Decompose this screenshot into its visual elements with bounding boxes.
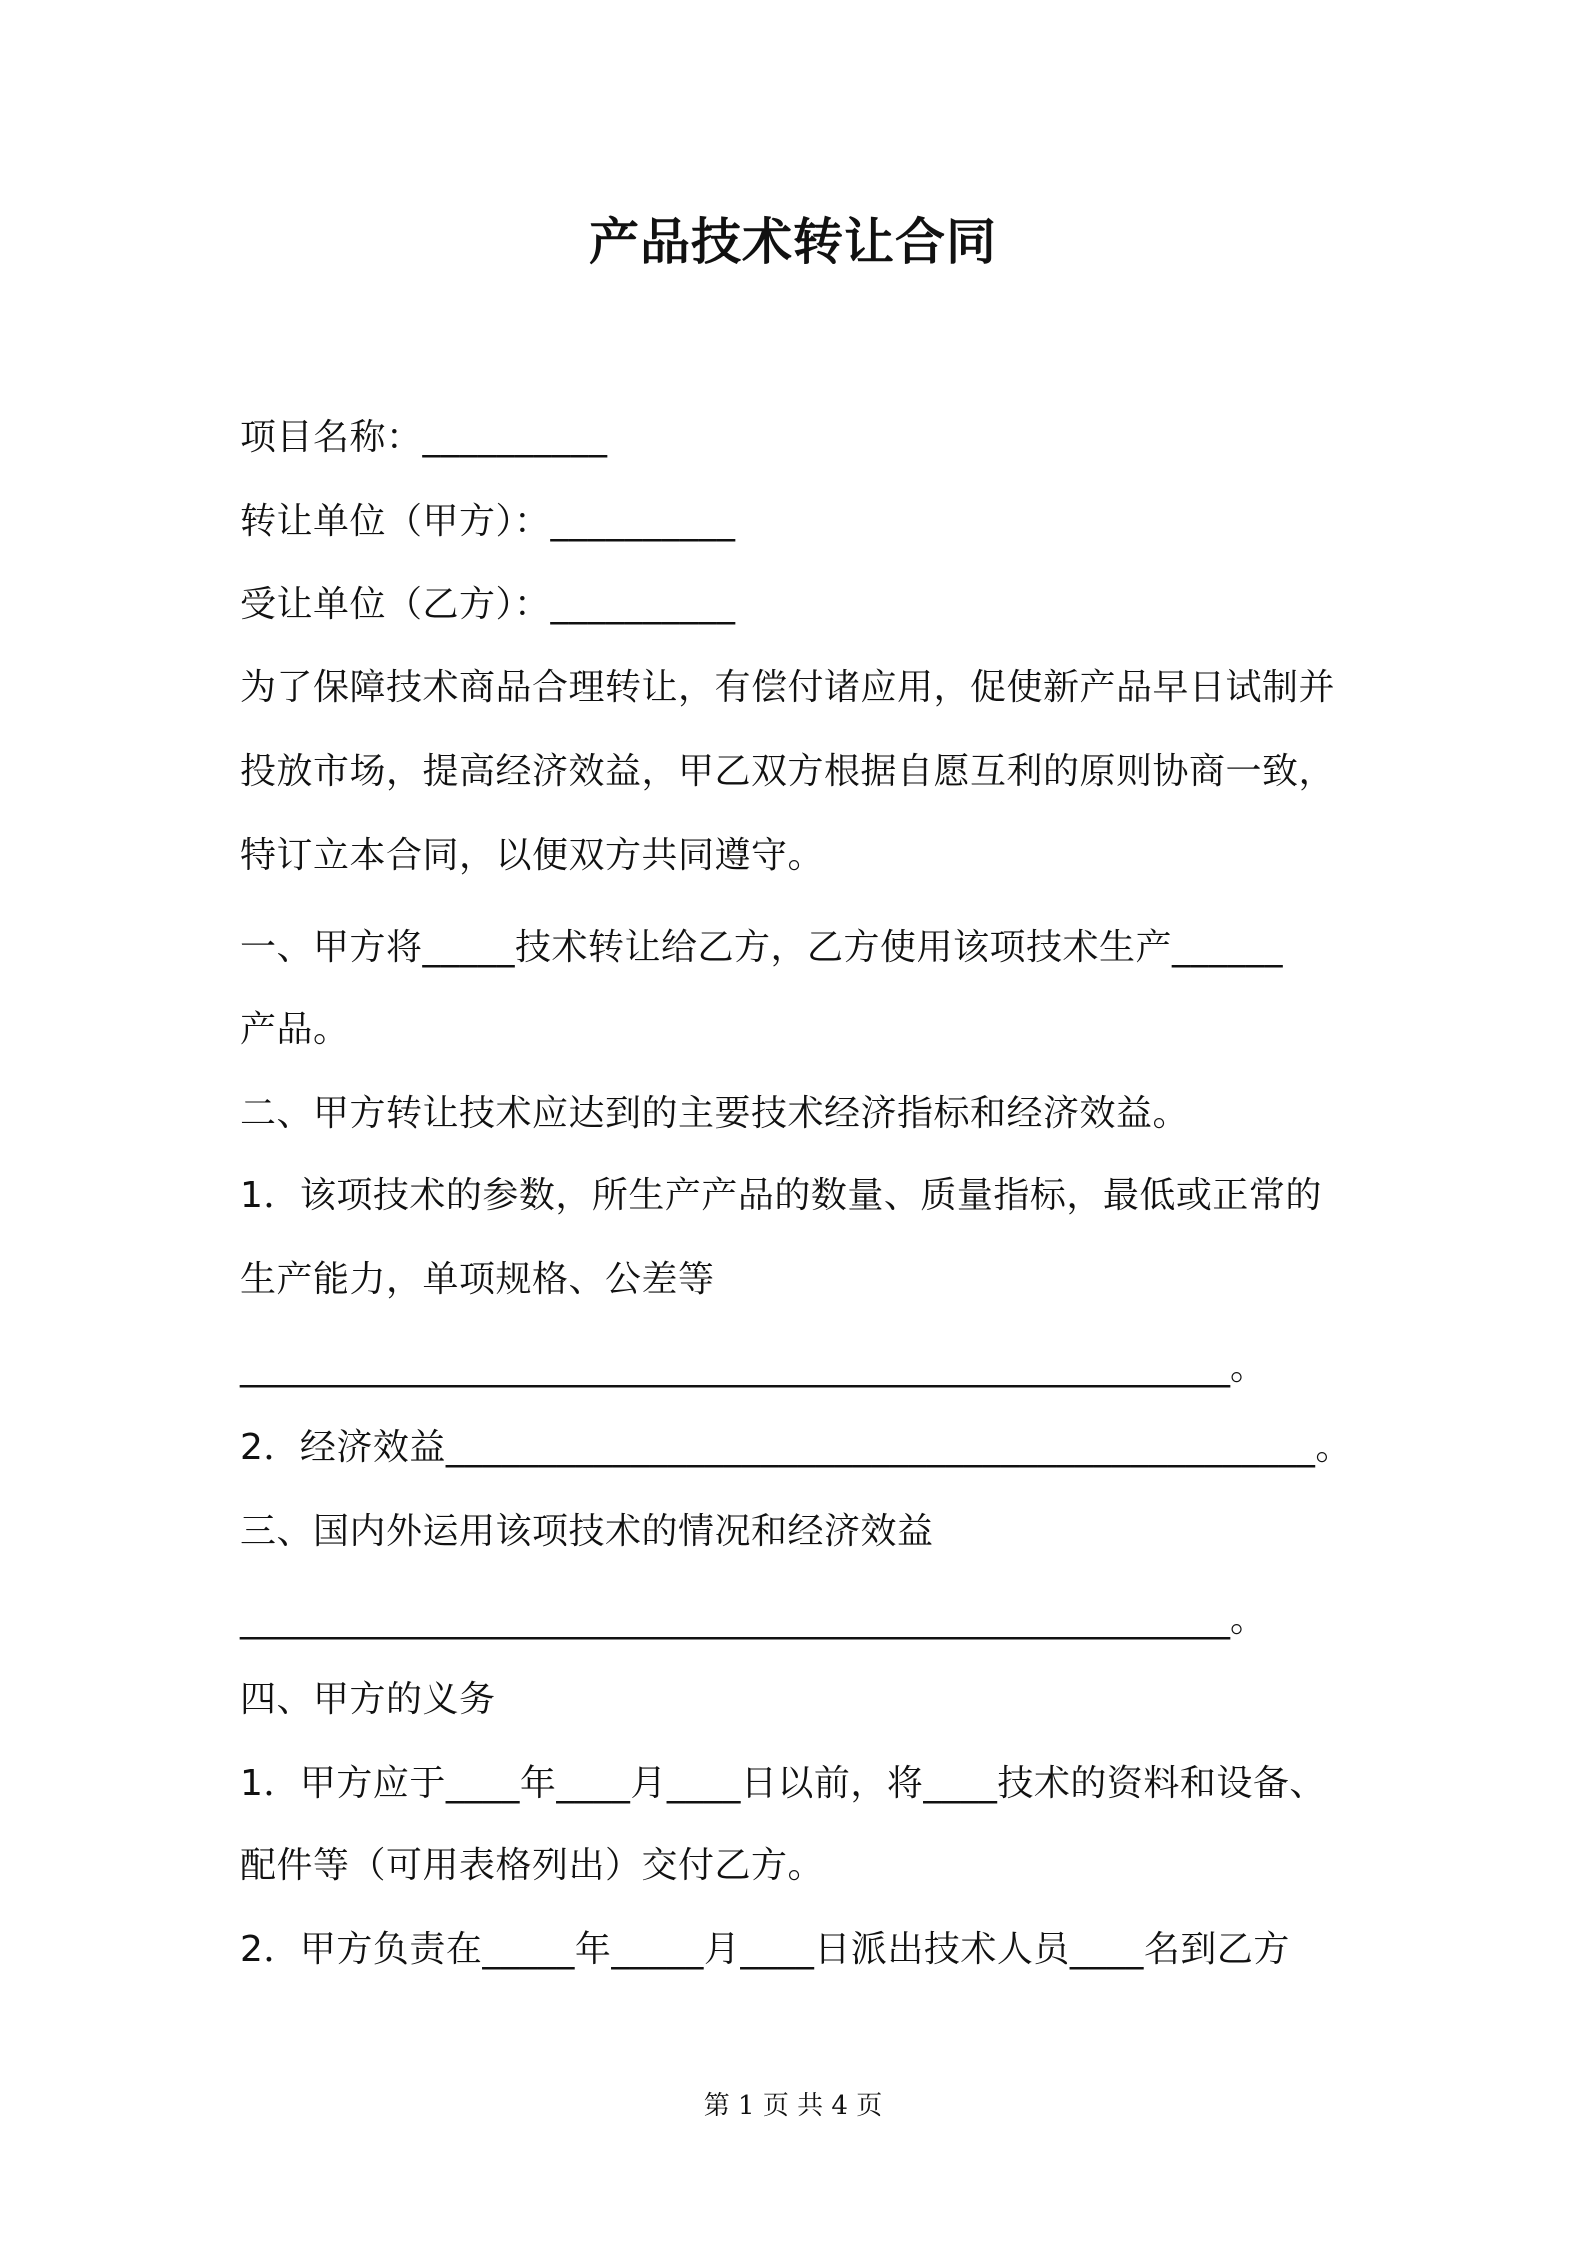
clause-2-item-1-line-1: 1．该项技术的参数，所生产产品的数量、质量指标，最低或正常的 [240, 1175, 1322, 1216]
clause-3-heading: 三、国内外运用该项技术的情况和经济效益 [240, 1511, 934, 1552]
preamble-line-1: 为了保障技术商品合理转让，有偿付诸应用，促使新产品早日试制并 [240, 667, 1336, 708]
clause-1-line-1: 一、甲方将_____技术转让给乙方，乙方使用该项技术生产______ [240, 927, 1284, 968]
clause-2-heading: 二、甲方转让技术应达到的主要技术经济指标和经济效益。 [240, 1093, 1190, 1134]
clause-1-line-2: 产品。 [240, 1009, 350, 1050]
preamble-line-3: 特订立本合同，以便双方共同遵守。 [240, 835, 825, 876]
clause-4-heading: 四、甲方的义务 [240, 1679, 496, 1720]
clause-4-item-2-line-1: 2．甲方负责在_____年_____月____日派出技术人员____名到乙方 [240, 1929, 1290, 1970]
document-title: 产品技术转让合同 [589, 213, 997, 271]
preamble-line-2: 投放市场，提高经济效益，甲乙双方根据自愿互利的原则协商一致， [240, 751, 1336, 792]
clause-2-item-1-line-2: 生产能力，单项规格、公差等 [240, 1259, 715, 1300]
project-name-line: 项目名称：__________ [240, 417, 608, 458]
clause-3-blank: _______________________________________________________。 [240, 1599, 1266, 1640]
transferor-line: 转让单位（甲方）：__________ [240, 501, 736, 542]
clause-4-item-1-line-2: 配件等（可用表格列出）交付乙方。 [240, 1845, 825, 1886]
clause-2-item-1-blank: _______________________________________________________。 [240, 1347, 1266, 1388]
transferee-line: 受让单位（乙方）：__________ [240, 584, 736, 625]
page-number-footer: 第 1 页 共 4 页 [703, 2091, 883, 2121]
clause-4-item-1-line-1: 1．甲方应于____年____月____日以前，将____技术的资料和设备、 [240, 1763, 1326, 1804]
clause-2-item-2: 2．经济效益_______________________________________________。 [240, 1427, 1352, 1468]
